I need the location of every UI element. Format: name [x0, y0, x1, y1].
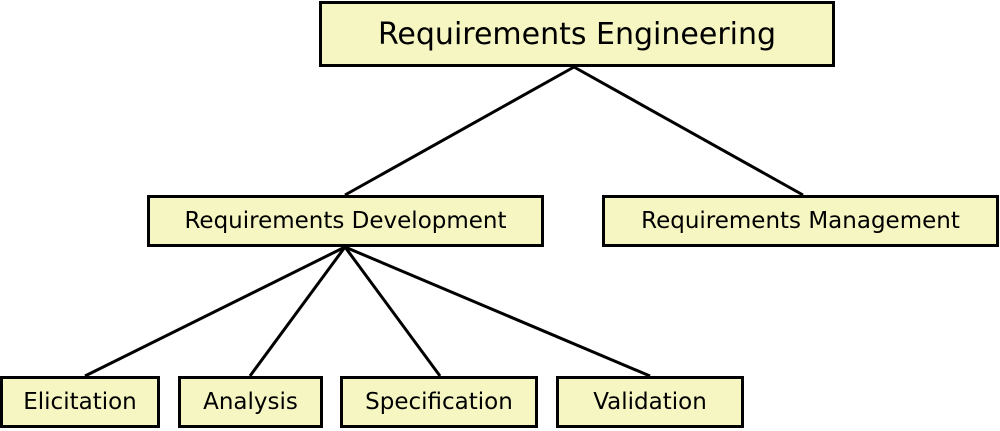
node-label: Specification [365, 389, 513, 415]
node-elicitation [0, 376, 160, 428]
node-label: Elicitation [23, 389, 137, 415]
connector-development-to-analysis [250, 247, 345, 376]
node-requirements-development [147, 195, 544, 247]
node-label: Analysis [203, 389, 298, 415]
node-label: Validation [593, 389, 707, 415]
node-validation [556, 376, 744, 428]
node-specification [340, 376, 538, 428]
node-analysis [178, 376, 323, 428]
node-label: Requirements Engineering [377, 16, 777, 52]
connector-root-to-management [574, 67, 803, 195]
node-requirements-management [602, 195, 999, 247]
node-requirements-engineering [319, 1, 835, 67]
connector-root-to-development [345, 67, 574, 195]
node-label: Requirements Development [184, 208, 507, 234]
connector-development-to-elicitation [85, 247, 345, 376]
node-label: Requirements Management [641, 208, 960, 234]
